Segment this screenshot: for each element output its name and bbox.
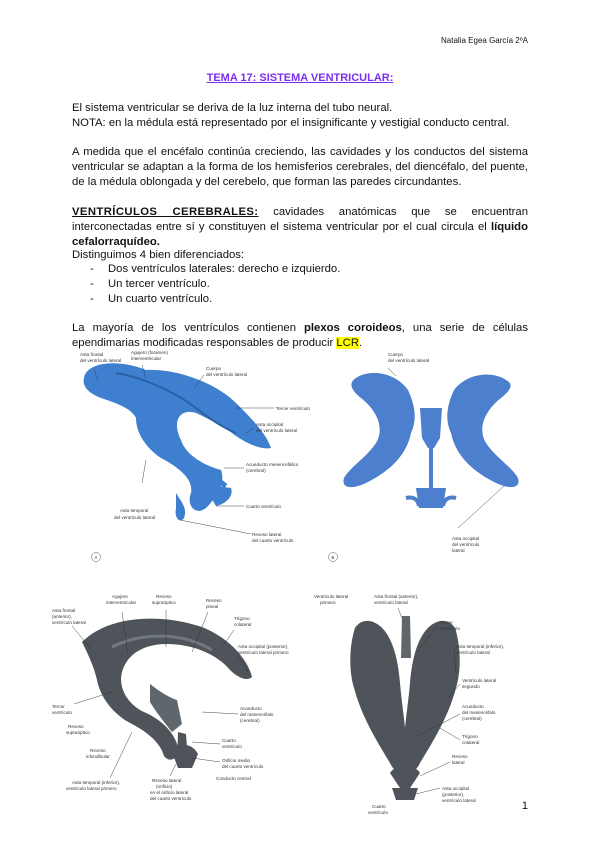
label-acueducto-c: Acueducto del mesencéfalo (cerebral) <box>240 706 274 723</box>
lateral-ventricle-d-right <box>404 621 460 771</box>
intro-line-2: NOTA: en la médula está representado por el insignificante y vestigial conducto central. <box>72 117 510 129</box>
label-receso-lateral-c: Receso lateral (orificio) en el orificio lateral del cuarto ventrículo <box>150 778 192 801</box>
ventricle-list <box>90 262 340 307</box>
label-acueducto: Acueducto mesencefálico (cerebral) <box>246 462 299 473</box>
label-receso-lateral: Receso lateral del cuarto ventrículo <box>252 532 294 543</box>
figure-d-ventricles-top-view <box>310 588 540 818</box>
label-ventriculo-lateral-segundo: Ventrículo lateral segundo <box>462 678 497 689</box>
label-asta-temporal: Asta temporal del ventrículo lateral <box>114 508 156 520</box>
figure-a-lateral-ventricles <box>76 348 326 563</box>
intro-line-1: El sistema ventricular se deriva de la luz interna del tubo neural. <box>72 102 393 114</box>
label-tercer-d: Tercer ventrículo <box>440 620 460 631</box>
label-conducto-central: Conducto central <box>216 776 251 781</box>
label-tercer-c: Tercer ventrículo <box>52 704 72 715</box>
label-receso-supraoptico: Receso supraóptico <box>152 594 176 605</box>
lateral-ventricle-right <box>447 375 518 488</box>
label-trigono-c: Trígono colateral <box>234 616 252 627</box>
label-asta-frontal-d: Asta frontal (anterior), ventrículo lateral <box>374 594 419 605</box>
lateral-ventricle-shape <box>84 363 271 511</box>
text-span: . <box>358 337 363 349</box>
label-asta-occipital-d: Asta occipital (posterior), ventrículo lateral <box>442 786 476 803</box>
page-number: 1 <box>521 800 528 812</box>
figure-b-ventricles-dorsal <box>326 348 536 563</box>
label-receso-sup-c: Receso supraóptico <box>66 724 90 735</box>
label-cuarto-d: Cuarto ventrículo <box>368 804 388 815</box>
label-asta-temporal-d: Asta temporal (inferior), ventrículo lateral <box>456 644 504 655</box>
label-asta-frontal-c: Asta frontal (anterior), ventrículo lateral <box>52 608 86 625</box>
bold-term: líquido cefalorraquídeo. <box>72 221 528 248</box>
section-heading: VENTRÍCULOS CEREBRALES: <box>72 206 259 218</box>
lateral-ventricle-left <box>343 373 414 487</box>
page-title: TEMA 17: SISTEMA VENTRICULAR: <box>206 72 394 84</box>
paragraph-encefalo: A medida que el encéfalo continúa creciendo, las cavidades y los conductos del sistema ventricular se adaptan a la forma de los hemisferios cerebrales, del diencéfalo, del puente, de la médula oblongada y del cerebelo, que forman las paredes circundantes. <box>72 146 528 188</box>
label-cuarto-c: Cuarto ventrículo <box>222 738 242 749</box>
list-item: - Dos ventrículos laterales: derecho e izquierdo. <box>90 262 340 277</box>
label-cuarto-ventriculo: Cuarto ventrículo <box>246 504 281 509</box>
label-acueducto-d: Acueducto del mesencéfalo (cerebral) <box>462 704 496 721</box>
label-tercer-ventriculo: Tercer ventrículo <box>276 406 310 411</box>
label-receso-pineal: Receso pineal <box>206 598 222 609</box>
text-span: , una serie de células ependimarias modificadas responsables de producir <box>72 322 528 349</box>
lateral-ventricle-d-left <box>350 621 406 771</box>
label-asta-occipital: Asta occipital del ventrículo lateral <box>256 422 298 433</box>
label-trigono-d: Trígono colateral <box>462 734 480 745</box>
label-cuerpo: Cuerpo del ventrículo lateral <box>206 366 248 377</box>
paragraph-text: cavidades anatómicas que se encuentran interconectadas entre sí y constituyen el sistema ventricular por el cual circula el <box>72 206 529 233</box>
list-intro: Distinguimos 4 bien diferenciados: <box>72 249 245 261</box>
list-item: - Un cuarto ventrículo. <box>90 292 340 307</box>
label-ventriculo-lateral-d: Ventrículo lateral primero <box>314 594 349 605</box>
bold-term: plexos coroideos <box>304 322 402 334</box>
label-cuerpo-b: Cuerpo del ventrículo lateral <box>388 352 430 363</box>
label-agujero-c: Agujero interventricular <box>106 594 137 605</box>
figure-letter-b: B <box>331 555 335 560</box>
paragraph-ventriculos <box>72 205 528 250</box>
text-span: La mayoría de los ventrículos contienen <box>72 322 304 334</box>
label-orificio-c: Orificio medio del cuarto ventrículo <box>222 758 264 769</box>
figure-letter-a: A <box>94 555 98 560</box>
label-asta-occipital-b: Asta occipital del ventrículo lateral <box>452 536 480 553</box>
highlighted-term: LCR <box>336 337 359 349</box>
paragraph-plexos <box>72 321 528 351</box>
label-receso-inf-c: Receso infundibular <box>86 748 110 759</box>
label-asta-occipital-c: Asta occipital (posterior), ventrículo lateral primero <box>238 644 289 655</box>
label-agujero-interventricular: Agujero (foramen) interventricular <box>131 350 169 361</box>
label-asta-temporal-c: Asta temporal (inferior), ventrículo lateral primero <box>66 780 120 791</box>
list-item: - Un tercer ventrículo. <box>90 277 340 292</box>
label-asta-frontal: Asta frontal del ventrículo lateral <box>80 352 122 363</box>
figure-c-ventricles-lateral-view <box>52 592 302 817</box>
label-receso-d: Receso lateral <box>452 754 468 765</box>
header-author: Natalia Egea García 2ºA <box>441 36 528 45</box>
